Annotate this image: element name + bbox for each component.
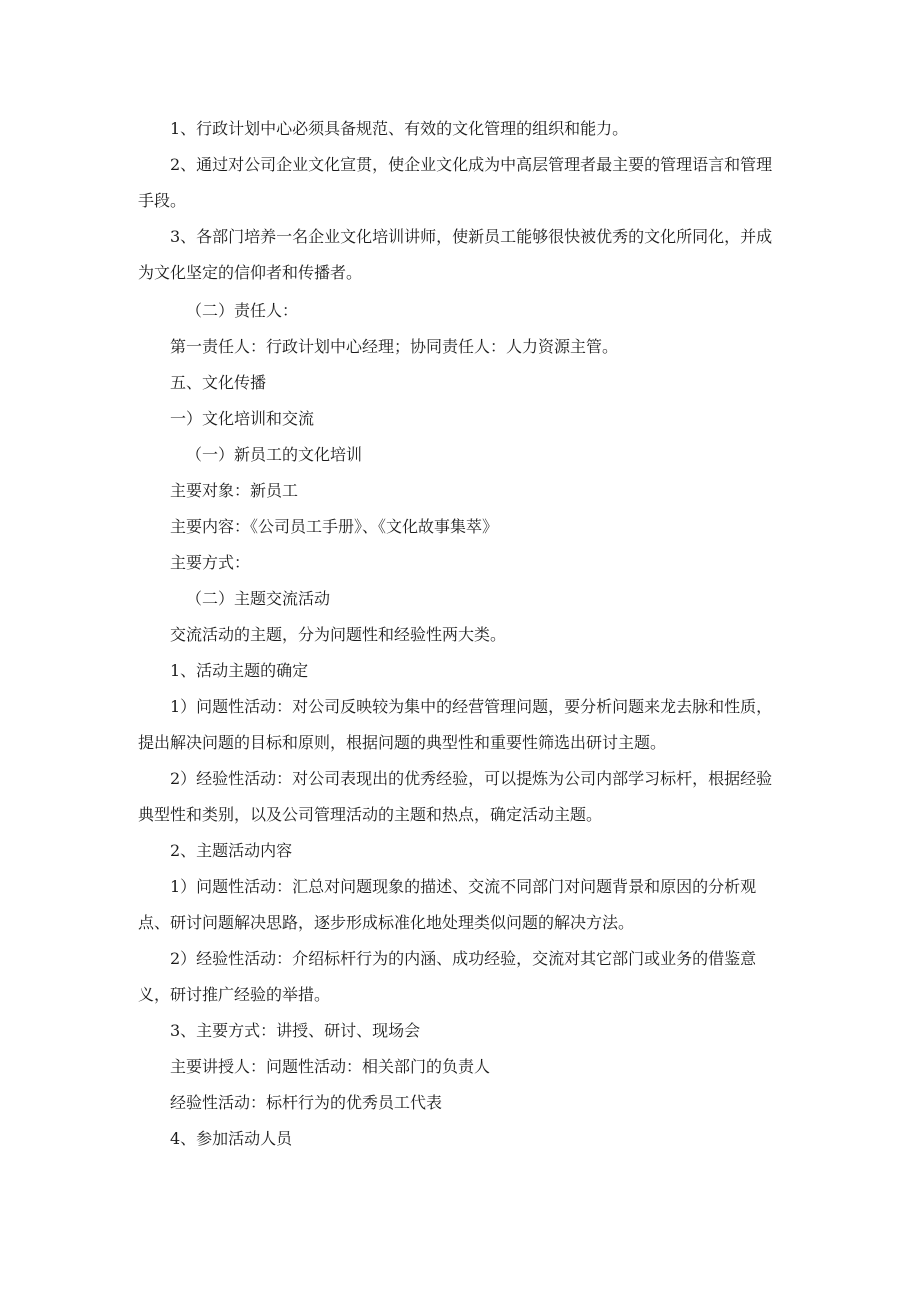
heading-activity-content: 2、主题活动内容: [170, 841, 293, 860]
paragraph-item-2: 2、通过对公司企业文化宣贯，使企业文化成为中高层管理者最主要的管理语言和管理手段。: [138, 155, 773, 210]
experience-activity-theme: 2）经验性活动：对公司表现出的优秀经验，可以提炼为公司内部学习标杆，根据经验典型性和类别，以及公司管理活动的主题和热点，确定活动主题。: [138, 769, 773, 824]
subsection-heading-theme-exchange: （二）主题交流活动: [186, 589, 331, 608]
training-method: 主要方式：: [170, 553, 251, 572]
section-heading-training: 一）文化培训和交流: [170, 409, 315, 428]
heading-main-methods: 3、主要方式：讲授、研讨、现场会: [170, 1021, 421, 1040]
section-heading-responsible: （二）责任人：: [186, 301, 299, 320]
experience-activity-content: 2）经验性活动：介绍标杆行为的内涵、成功经验，交流对其它部门或业务的借鉴意义，研讨推广经验的举措。: [138, 949, 757, 1004]
heading-participants: 4、参加活动人员: [170, 1129, 293, 1148]
main-lecturer-problem: 主要讲授人：问题性活动：相关部门的负责人: [170, 1057, 491, 1076]
main-lecturer-experience: 经验性活动：标杆行为的优秀员工代表: [170, 1093, 443, 1112]
problem-activity-content: 1）问题性活动：汇总对问题现象的描述、交流不同部门对问题背景和原因的分析观点、研讨问题解决思路，逐步形成标准化地处理类似问题的解决方法。: [138, 877, 757, 932]
responsible-persons: 第一责任人：行政计划中心经理；协同责任人：人力资源主管。: [170, 337, 619, 356]
paragraph-item-1: 1、行政计划中心必须具备规范、有效的文化管理的组织和能力。: [170, 119, 629, 138]
problem-activity-theme: 1）问题性活动：对公司反映较为集中的经营管理问题，要分析问题来龙去脉和性质，提出解决问题的目标和原则，根据问题的典型性和重要性筛选出研讨主题。: [138, 697, 773, 752]
training-target: 主要对象：新员工: [170, 481, 299, 500]
chapter-heading-culture-spread: 五、文化传播: [170, 373, 267, 392]
heading-theme-determination: 1、活动主题的确定: [170, 661, 309, 680]
subsection-heading-new-employee: （一）新员工的文化培训: [186, 445, 363, 464]
exchange-intro: 交流活动的主题，分为问题性和经验性两大类。: [170, 625, 507, 644]
paragraph-item-3: 3、各部门培养一名企业文化培训讲师，使新员工能够很快被优秀的文化所同化，并成为文化坚定的信仰者和传播者。: [138, 227, 773, 282]
training-content: 主要内容：《公司员工手册》、《文化故事集萃》: [170, 517, 499, 536]
